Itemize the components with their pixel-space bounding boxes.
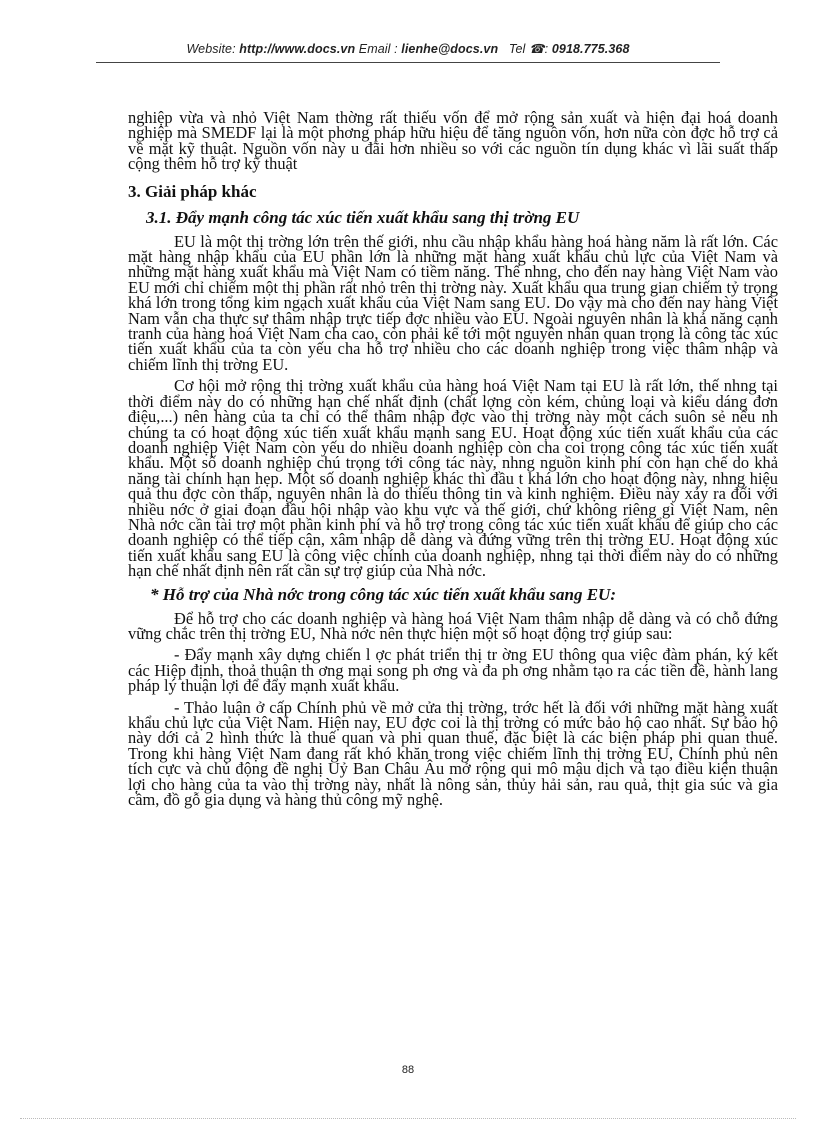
paragraph-support-intro: Để hỗ trợ cho các doanh nghiệp và hàng hoá Việt Nam thâm nhập dễ dàng và có chỗ đứng vững chắc trên thị trờng EU, Nhà nớc nên thực hiện một số hoạt động trợ giúp sau: <box>128 608 778 643</box>
email-link[interactable]: lienhe@docs.vn <box>401 42 499 56</box>
subsection-heading: 3.1. Đẩy mạnh công tác xúc tiến xuất khẩu sang thị trờng EU <box>146 207 580 227</box>
email-label: Email : <box>358 42 398 56</box>
tel-number: 0918.775.368 <box>551 42 630 56</box>
paragraph-government: - Thảo luận ở cấp Chính phủ về mở cửa thị trờng, trớc hết là đối với những mặt hàng xuất khẩu chủ lực của Việt Nam. Hiện nay, EU đợc coi là thị trờng có mức bảo hộ cao nhất. Sự bảo hộ này dới cả 2 hình thức là thuế quan và phi quan thuế, đặc biệt là các biện pháp phi quan thuế. Trong khi hàng Việt Nam đang rất khó khăn trong việc chiếm lĩnh thị trờng EU, Chính phủ nên tích cực và chủ động đề nghị Uỷ Ban Châu Âu mở rộng qui mô mậu dịch và tạo điều kiện thuận lợi cho hàng của ta vào thị trờng này, nhất là nông sản, thủy hải sản, rau quả, thịt gia súc và gia cầm, đồ gỗ gia dụng và hàng thủ công mỹ nghệ. <box>128 697 778 810</box>
paragraph-opportunity: Cơ hội mở rộng thị trờng xuất khẩu của hàng hoá Việt Nam tại EU là rất lớn, thế nhng tại thời điểm này do có những hạn chế nhất định (chất lợng còn kém, chủng loại và kiểu dáng đơn điệu,...) nên hàng của ta chỉ có thể thâm nhập đợc vào thị trờng này một cách suôn sẻ nếu nh chúng ta có hoạt động xúc tiến xuất khẩu mạnh sang EU. Hoạt động xúc tiến xuất khẩu của các doanh nghiệp Việt Nam còn yếu do nhiều doanh nghiệp còn cha coi trọng công tác xúc tiến xuất khẩu. Một số doanh nghiệp chú trọng tới công tác này, nhng nguồn kinh phí còn hạn chế do khả năng tài chính hạn hẹp. Một số doanh nghiệp khác thì đầu t khá lớn cho hoạt động này, nhng hiệu quả thu đợc còn thấp, nguyên nhân là do thiếu thông tin và kinh nghiệm. Điều này xảy ra đối với nhiều nớc ở giai đoạn đầu hội nhập vào khu vực và thế giới, chứ không riêng gì Việt Nam, nên Nhà nớc cần tài trợ một phần kinh phí và hỗ trợ trong công tác xúc tiến xuất khẩu để giúp cho các doanh nghiệp có thể tiếp cận, xâm nhập dễ dàng và đứng vững trên thị trờng EU. Hoạt động xúc tiến xuất khẩu sang EU là công việc chính của doanh nghiệp, nhng tại thời điểm này do có những hạn chế nhất định nên rất cần sự trợ giúp của Nhà nớc. <box>128 376 778 581</box>
website-link[interactable]: http://www.docs.vn <box>239 42 356 56</box>
page-header <box>96 41 720 56</box>
support-heading: * Hỗ trợ của Nhà nớc trong công tác xúc tiến xuất khẩu sang EU: <box>150 584 616 604</box>
website-label: Website: <box>186 42 236 56</box>
tel-label: Tel ☎: <box>508 42 549 56</box>
header-divider <box>96 62 720 63</box>
paragraph-eu-market: EU là một thị trờng lớn trên thế giới, nhu cầu nhập khẩu hàng hoá hàng năm là rất lớn. Các mặt hàng nhập khẩu của EU phần lớn là những mặt hàng xuất khẩu chủ lực của Việt Nam và những mặt hàng xuất khẩu mà Việt Nam có tiềm năng. Thế nhng, cho đến nay hàng Việt Nam vào EU mới chỉ chiếm một thị phần rất nhỏ trên thị trờng này. Xuất khẩu qua trung gian chiếm tỷ trọng khá lớn trong tổng kim ngạch xuất khẩu của Việt Nam sang EU. Do vậy mà cho đến nay hàng Việt Nam vẫn cha thực sự thâm nhập trực tiếp đợc nhiều vào EU. Ngoài nguyên nhân là khả năng cạnh tranh của hàng hoá Việt Nam cha cao, còn phải kể tới một nguyên nhân quan trọng là công tác xúc tiến xuất khẩu của ta còn yếu cha hỗ trợ nhiều cho các doanh nghiệp trong việc thâm nhập và chiếm lĩnh thị trờng EU. <box>128 231 778 374</box>
intro-paragraph: nghiệp vừa và nhỏ Việt Nam thờng rất thiếu vốn để mở rộng sản xuất và hiện đại hoá doanh nghiệp mà SMEDF lại là một phơng pháp hữu hiệu để tăng nguồn vốn, hơn nữa còn đợc hỗ trợ cả về mặt kỹ thuật. Nguồn vốn này u đãi hơn nhiều so với các nguồn tín dụng khác vì lãi suất thấp cộng thêm hỗ trợ kỹ thuật <box>128 108 778 174</box>
document-body <box>128 108 778 810</box>
page-bottom-border <box>20 1118 796 1119</box>
page-number: 88 <box>401 1064 415 1076</box>
paragraph-strategy: - Đẩy mạnh xây dựng chiến l ợc phát triển thị tr ờng EU thông qua việc đàm phán, ký kết các Hiệp định, thoả thuận th ơng mại song ph ơng và đa ph ơng nhằm tạo ra các tiền đề, hành lang pháp lý thuận lợi để đẩy mạnh xuất khẩu. <box>128 645 778 696</box>
section-heading: 3. Giải pháp khác <box>128 181 257 201</box>
